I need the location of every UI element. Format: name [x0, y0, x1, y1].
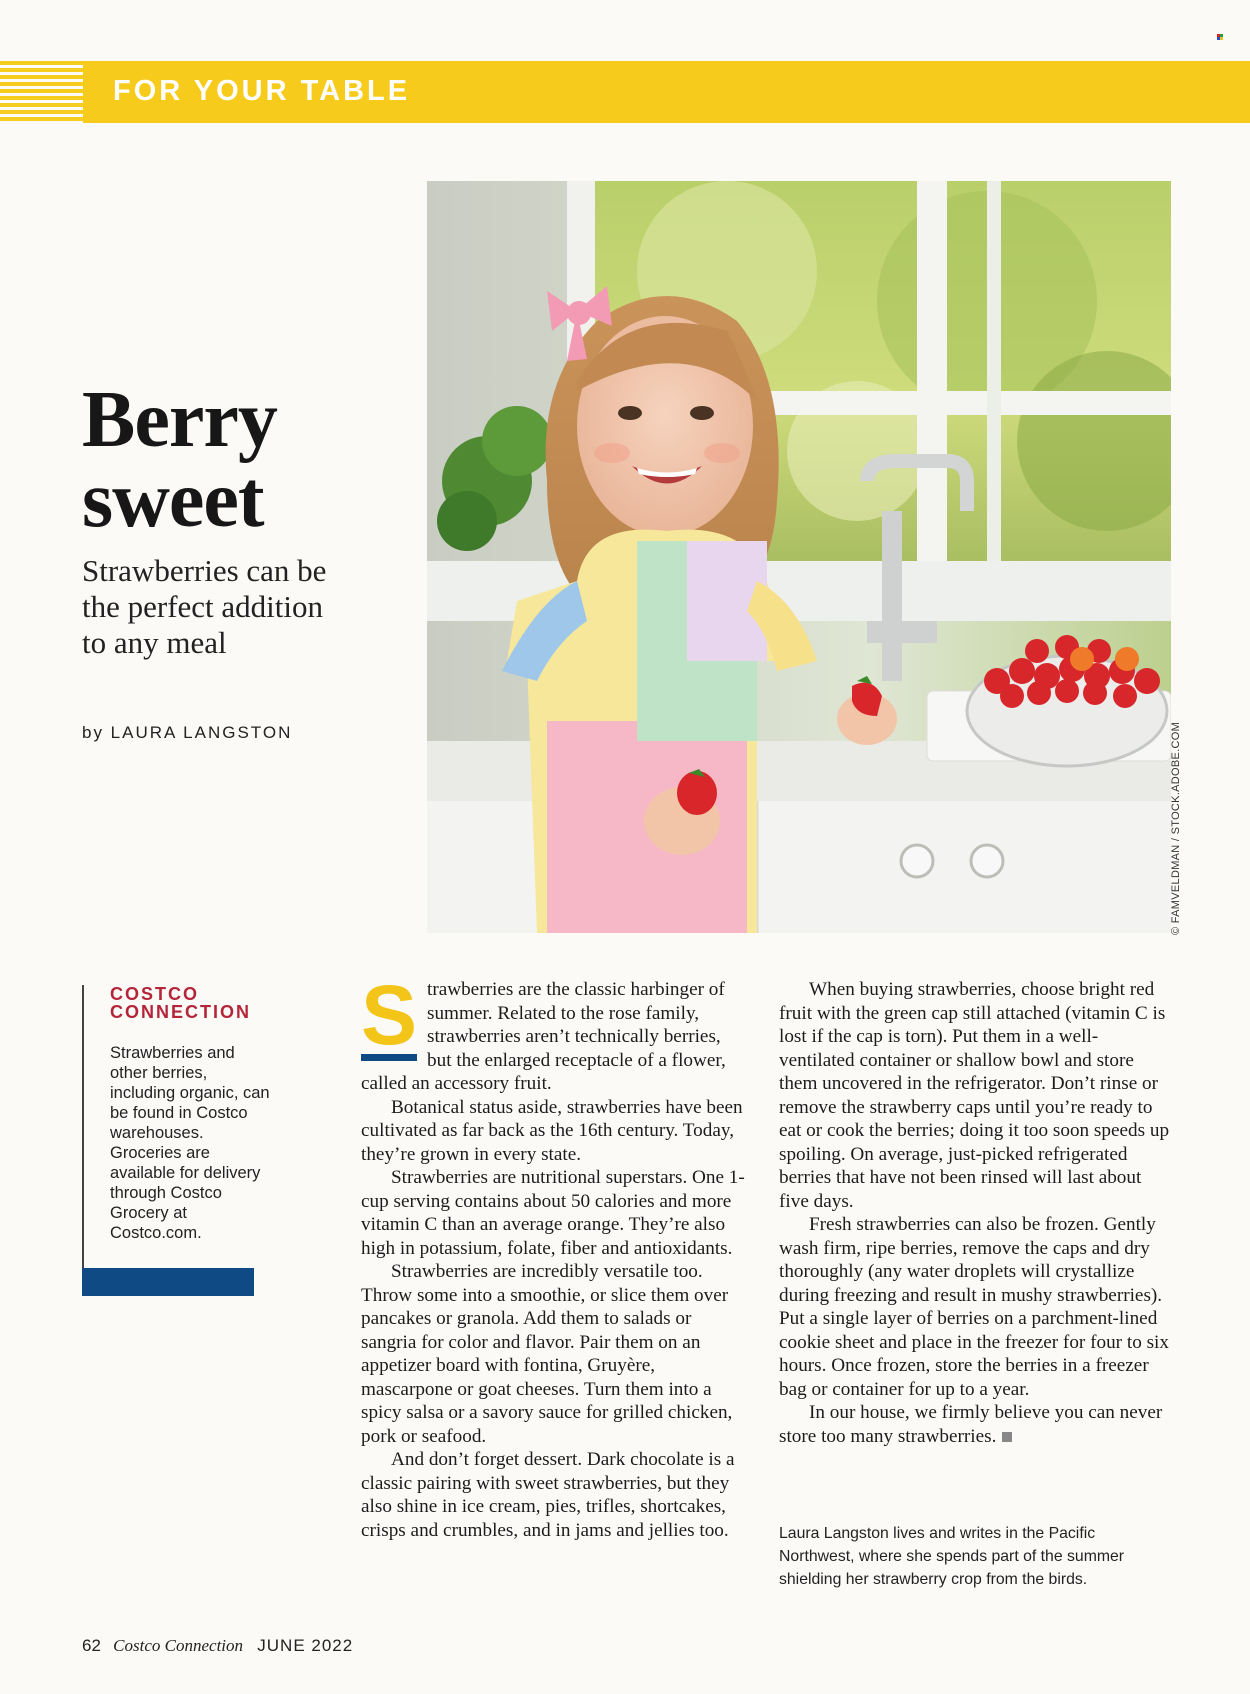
drop-cap: [361, 968, 418, 1062]
page-number: 62: [82, 1636, 101, 1655]
sidebar-heading-line-1: COSTCO: [110, 984, 200, 1004]
closing-text: In our house, we firmly believe you can never store too many strawberries.: [779, 1402, 1163, 1447]
paragraph: And don’t forget dessert. Dark chocolate is a classic pairing with sweet strawberries, but they also shine in ice cream, pies, trifles, shortcakes, crisps and crumbles, and in jams and jellies too.: [361, 1449, 735, 1541]
paragraph: When buying strawberries, choose bright red fruit with the green cap still attached (vitamin C is lost if the cap is torn). Put them in a well-ventilated container or shallow bowl and store them uncovered in the refrigerator. Don’t rinse or remove the strawberry caps until you’re ready to eat or cook the berries; doing it too soon speeds up spoiling. On average, just-picked refrigerated berries that have not been rinsed will last about five days.: [779, 979, 1170, 1212]
sidebar-heading: [110, 985, 251, 1021]
header-stripes: [0, 61, 83, 123]
byline: by LAURA LANGSTON: [82, 723, 293, 742]
end-mark-icon: [1002, 1432, 1012, 1442]
sidebar-heading-line-2: CONNECTION: [110, 1002, 251, 1022]
hero-photo: [427, 181, 1171, 933]
author-bio: Laura Langston lives and writes in the Pacific Northwest, where she spends part of the summer shielding her strawberry crop from the birds.: [779, 1525, 1125, 1588]
page-footer: [82, 1636, 353, 1656]
paragraph: Strawberries are nutritional superstars. One 1-cup serving contains about 50 calories and more vitamin C than an average orange. They’re also high in potassium, folate, fiber and antioxidants.: [361, 1167, 745, 1259]
section-title: FOR YOUR TABLE: [113, 75, 411, 107]
sidebar-text: Strawberries and other berries, including organic, can be found in Costco warehouses. Groceries are available for delivery through Costco Grocery at Costco.com.: [110, 1044, 270, 1242]
sidebar-accent-bar: [82, 1268, 254, 1296]
article-column-1: [361, 968, 748, 1542]
paragraph: trawberries are the classic harbinger of summer. Related to the rose family, strawberries aren’t technically berries, but the enlarged receptacle of a flower, called an accessory fruit.: [361, 979, 726, 1094]
costco-connection-sidebar: [82, 984, 270, 1275]
title-line-2: sweet: [82, 456, 264, 544]
drop-cap-letter: S: [361, 968, 418, 1062]
section-banner: [83, 61, 1250, 123]
magazine-name: Costco Connection: [113, 1636, 244, 1655]
paragraph: [779, 1401, 1171, 1448]
paragraph: Botanical status aside, strawberries have been cultivated as far back as the 16th century. Today, they’re grown in every state.: [361, 1096, 743, 1165]
paragraph: Strawberries are incredibly versatile too. Throw some into a smoothie, or slice them over pancakes or granola. Add them to salads or sangria for color and flavor. Pair them on an appetizer board with fontina, Gruyère, mascarpone or goat cheeses. Turn them into a spicy salsa or a savory sauce for grilled chicken, pork or seafood.: [361, 1261, 733, 1447]
article-dek: Strawberries can be the perfect addition to any meal: [82, 553, 327, 660]
article-column-2: [779, 978, 1171, 1448]
issue-date: JUNE 2022: [257, 1636, 354, 1655]
girl-with-strawberries-illustration: [427, 181, 1171, 933]
article-title: [82, 376, 277, 544]
paragraph: Fresh strawberries can also be frozen. Gently wash firm, ripe berries, remove the caps and dry thoroughly (any water droplets will crystallize during freezing and result in mushy strawberries). Put a single layer of berries on a parchment-lined cookie sheet and place in the freezer for four to six hours. Once frozen, store the berries in a freezer bag or container for up to a year.: [779, 1214, 1169, 1400]
photo-credit-text: © FAMVELDMAN / STOCK.ADOBE.COM: [1170, 721, 1182, 935]
corner-mark: [1217, 34, 1224, 41]
title-line-1: Berry: [82, 376, 277, 464]
